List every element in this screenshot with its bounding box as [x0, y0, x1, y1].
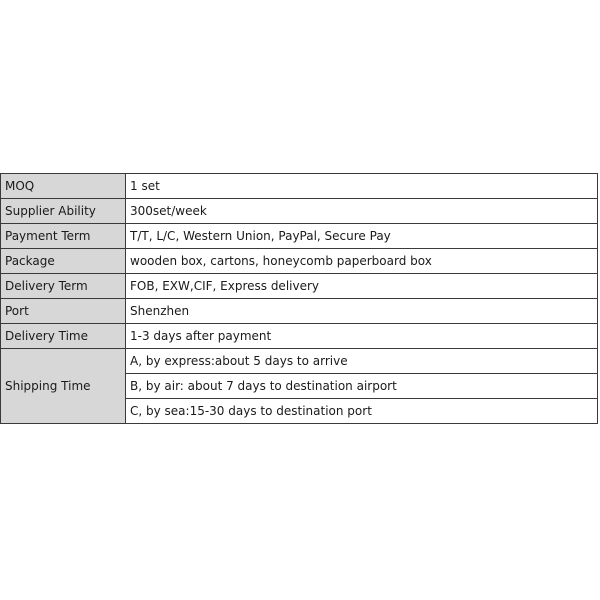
value-cell-port: Shenzhen: [126, 299, 598, 324]
value-cell-shipping-air: B, by air: about 7 days to destination airport: [126, 374, 598, 399]
table-row-moq: [1, 174, 598, 199]
table-row-package: [1, 249, 598, 274]
label-cell-port: Port: [1, 299, 126, 324]
label-cell-delivery-term: Delivery Term: [1, 274, 126, 299]
value-cell-shipping-sea: C, by sea:15-30 days to destination port: [126, 399, 598, 424]
spec-table: [0, 173, 598, 424]
value-cell-delivery-time: 1-3 days after payment: [126, 324, 598, 349]
label-cell-delivery-time: Delivery Time: [1, 324, 126, 349]
label-cell-package: Package: [1, 249, 126, 274]
label-cell-supplier-ability: Supplier Ability: [1, 199, 126, 224]
product-spec-sheet: [0, 173, 597, 424]
table-row-delivery-time: [1, 324, 598, 349]
table-row-supplier-ability: [1, 199, 598, 224]
table-row-port: [1, 299, 598, 324]
value-cell-shipping-express: A, by express:about 5 days to arrive: [126, 349, 598, 374]
value-cell-package: wooden box, cartons, honeycomb paperboard box: [126, 249, 598, 274]
value-cell-supplier-ability: 300set/week: [126, 199, 598, 224]
label-cell-shipping-time: Shipping Time: [1, 349, 126, 424]
value-cell-moq: 1 set: [126, 174, 598, 199]
label-cell-moq: MOQ: [1, 174, 126, 199]
table-row-shipping-express: [1, 349, 598, 374]
table-row-payment-term: [1, 224, 598, 249]
value-cell-payment-term: T/T, L/C, Western Union, PayPal, Secure Pay: [126, 224, 598, 249]
label-cell-payment-term: Payment Term: [1, 224, 126, 249]
table-row-delivery-term: [1, 274, 598, 299]
value-cell-delivery-term: FOB, EXW,CIF, Express delivery: [126, 274, 598, 299]
